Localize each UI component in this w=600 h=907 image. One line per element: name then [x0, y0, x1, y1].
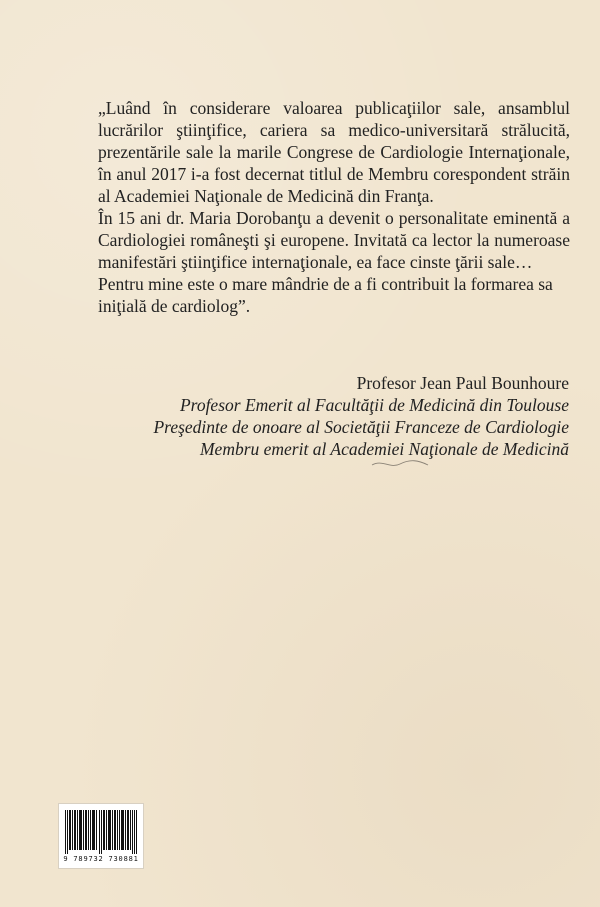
author-name: Profesor Jean Paul Bounhoure — [356, 373, 569, 393]
isbn-barcode — [58, 803, 144, 869]
author-signature — [49, 372, 569, 460]
isbn-digits: 9 789732 730881 — [63, 855, 139, 863]
quote-paragraph-1: „Luând în considerare valoarea publicaţiilor sale, ansamblul lucrărilor ştiinţifice, cariera sa medico-universitară strălucită, prezentările sale la marile Congrese de Cardiologie Internaţionale, în anul 2017 i-a fost decernat titlul de Membru corespondent străin al Academiei Naţionale de Medicină din Franţa. — [98, 98, 570, 206]
author-title-2: Preşedinte de onoare al Societăţii Franceze de Cardiologie — [153, 417, 569, 437]
testimonial-quote — [98, 97, 570, 317]
signature-flourish-icon — [370, 457, 430, 471]
quote-paragraph-3: Pentru mine este o mare mândrie de a fi contribuit la formarea sa iniţială de cardiolog”. — [98, 274, 553, 316]
author-title-3: Membru emerit al Academiei Naţionale de Medicină — [199, 439, 569, 459]
quote-paragraph-2: În 15 ani dr. Maria Dorobanţu a devenit o personalitate eminentă a Cardiologiei româneşti şi europene. Invitată ca lector la numeroase manifestări ştiinţifice internaţionale, ea face cinste ţării sale… — [98, 208, 570, 272]
barcode-bars-icon — [65, 810, 137, 854]
author-title-1: Profesor Emerit al Facultăţii de Medicină din Toulouse — [179, 395, 569, 415]
